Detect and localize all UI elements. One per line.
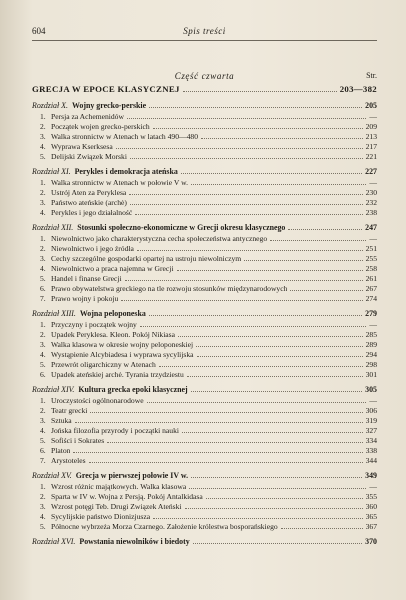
toc-item-page: 338	[365, 446, 377, 455]
toc-item-page: 232	[365, 198, 377, 207]
toc-item-number: 2.	[40, 492, 46, 501]
leader-dots	[140, 326, 367, 327]
leader-dots	[147, 402, 367, 403]
chapter-heading	[32, 470, 188, 482]
toc-item-text	[40, 122, 150, 132]
toc-item-number: 5.	[40, 152, 46, 161]
toc-item	[32, 396, 377, 406]
toc-item-text	[40, 264, 174, 274]
chapter-entry	[32, 100, 377, 112]
table-of-contents	[32, 83, 377, 548]
chapter-page: 305	[365, 385, 377, 394]
toc-item-title: Wystąpienie Alcybiadesa i wyprawa sycylijska	[51, 350, 194, 359]
toc-item-page: 274	[365, 294, 377, 303]
toc-item	[32, 350, 377, 360]
leader-dots	[121, 300, 362, 301]
toc-item	[32, 142, 377, 152]
toc-item	[32, 320, 377, 330]
toc-item-number: 4.	[40, 512, 46, 521]
toc-item-title: Początek wojen grecko-perskich	[51, 122, 150, 131]
chapter-label: Rozdział XIV.	[32, 385, 75, 394]
toc-item-text	[40, 208, 132, 218]
chapter-title: Wojny grecko-perskie	[71, 101, 147, 110]
toc-item-page: 334	[365, 436, 377, 445]
running-title: Spis treści	[183, 26, 226, 36]
chapter-page: 205	[365, 101, 377, 110]
toc-item-page: —	[369, 320, 377, 329]
toc-item	[32, 446, 377, 456]
leader-dots	[116, 148, 363, 149]
chapter-label: Rozdział XVI.	[32, 537, 76, 546]
toc-item	[32, 330, 377, 340]
toc-item-page: 365	[365, 512, 377, 521]
toc-item-page: 255	[365, 254, 377, 263]
leader-dots	[244, 260, 362, 261]
toc-item	[32, 122, 377, 132]
toc-item	[32, 522, 377, 532]
chapter-page: 227	[365, 167, 377, 176]
leader-dots	[201, 138, 363, 139]
leader-dots	[183, 91, 337, 92]
toc-item-number: 3.	[40, 340, 46, 349]
toc-item-title: Prawo obywatelstwa greckiego na tle rozwoju stosunków międzynarodowych	[51, 284, 288, 293]
toc-item-page: —	[369, 482, 377, 491]
chapter-entry	[32, 308, 377, 320]
toc-item-text	[40, 502, 182, 512]
toc-item	[32, 436, 377, 446]
main-section-title: GRECJA W EPOCE KLASYCZNEJ	[32, 84, 180, 94]
leader-dots	[153, 518, 362, 519]
toc-item-text	[40, 254, 241, 264]
toc-item-page: 355	[365, 492, 377, 501]
toc-item-number: 5.	[40, 274, 46, 283]
toc-item-number: 4.	[40, 142, 46, 151]
toc-item-number: 5.	[40, 522, 46, 531]
toc-item-number: 4.	[40, 264, 46, 273]
toc-item-title: Sztuka	[51, 416, 72, 425]
toc-item	[32, 284, 377, 294]
toc-item-number: 1.	[40, 396, 46, 405]
toc-item-page: 267	[365, 284, 377, 293]
toc-item-title: Ustrój Aten za Peryklesa	[51, 188, 127, 197]
leader-dots	[281, 528, 363, 529]
toc-item	[32, 426, 377, 436]
toc-item-page: —	[369, 112, 377, 121]
toc-item-text	[40, 482, 186, 492]
toc-item-page: 306	[365, 406, 377, 415]
leader-dots	[290, 290, 362, 291]
toc-item-page: 298	[365, 360, 377, 369]
chapter-label: Rozdział XV.	[32, 471, 72, 480]
toc-item-number: 3.	[40, 132, 46, 141]
toc-item-text	[40, 142, 113, 152]
toc-item-text	[40, 132, 198, 142]
toc-item-text	[40, 284, 287, 294]
leader-dots	[193, 543, 362, 544]
toc-item-text	[40, 512, 150, 522]
toc-item-page: 344	[365, 456, 377, 465]
toc-item-title: Platon	[51, 446, 71, 455]
toc-item-text	[40, 446, 70, 456]
toc-item-number: 2.	[40, 244, 46, 253]
toc-item-text	[40, 456, 86, 466]
toc-item-page: —	[369, 234, 377, 243]
toc-item-page: 301	[365, 370, 377, 379]
toc-item-page: 230	[365, 188, 377, 197]
toc-item-title: Walka klasowa w okresie wojny peloponeskiej	[51, 340, 194, 349]
leader-dots	[197, 356, 363, 357]
toc-item-number: 3.	[40, 502, 46, 511]
toc-item	[32, 234, 377, 244]
leader-dots	[159, 366, 363, 367]
toc-item-title: Niewolnictwo jako charakterystyczna cecha społeczeństwa antycznego	[51, 234, 268, 243]
leader-dots	[149, 315, 362, 316]
chapter-page: 279	[365, 309, 377, 318]
toc-item-number: 2.	[40, 406, 46, 415]
toc-item	[32, 456, 377, 466]
toc-item-number: 1.	[40, 178, 46, 187]
main-section-pages: 203—382	[339, 84, 377, 94]
leader-dots	[177, 270, 363, 271]
toc-item	[32, 244, 377, 254]
toc-item-text	[40, 360, 156, 370]
toc-item-text	[40, 274, 122, 284]
leader-dots	[270, 240, 366, 241]
toc-item-text	[40, 350, 194, 360]
toc-item-number: 2.	[40, 330, 46, 339]
toc-item	[32, 274, 377, 284]
toc-item	[32, 178, 377, 188]
leader-dots	[135, 214, 362, 215]
chapter-heading	[32, 536, 190, 548]
toc-item-number: 1.	[40, 320, 46, 329]
chapter-page: 370	[365, 537, 377, 546]
toc-item-title: Arystoteles	[51, 456, 86, 465]
toc-item-text	[40, 244, 134, 254]
toc-item-title: Cechy szczególne gospodarki opartej na ustroju niewolniczym	[51, 254, 242, 263]
toc-item-text	[40, 234, 267, 244]
toc-item-text	[40, 426, 179, 436]
toc-item	[32, 188, 377, 198]
leader-dots	[191, 477, 362, 478]
toc-item-number: 4.	[40, 426, 46, 435]
toc-item-number: 1.	[40, 482, 46, 491]
toc-item-number: 4.	[40, 208, 46, 217]
toc-item-text	[40, 436, 104, 446]
toc-item-number: 6.	[40, 284, 46, 293]
toc-item-title: Wzrost różnic majątkowych. Walka klasowa	[51, 482, 187, 491]
toc-item	[32, 254, 377, 264]
toc-item	[32, 492, 377, 502]
part-title: Część czwarta	[174, 71, 235, 81]
main-section-entry	[32, 83, 377, 96]
toc-item-text	[40, 406, 87, 416]
toc-item-title: Wzrost potęgi Teb. Drugi Związek Ateński	[51, 502, 182, 511]
leader-dots	[73, 452, 362, 453]
toc-item-page: —	[369, 396, 377, 405]
toc-item-text	[40, 112, 124, 122]
toc-item-title: Walka stronnictw w Atenach w połowie V w.	[51, 178, 188, 187]
toc-item-title: Prawo wojny i pokoju	[51, 294, 119, 303]
toc-item-title: Państwo ateńskie (archė)	[51, 198, 127, 207]
toc-item-page: 327	[365, 426, 377, 435]
leader-dots	[137, 250, 363, 251]
toc-item-number: 1.	[40, 112, 46, 121]
toc-item-text	[40, 152, 127, 162]
toc-item-number: 3.	[40, 198, 46, 207]
chapter-page: 247	[365, 223, 377, 232]
leader-dots	[75, 422, 363, 423]
toc-item	[32, 208, 377, 218]
leader-dots	[288, 229, 362, 230]
toc-item-number: 5.	[40, 360, 46, 369]
toc-item-number: 6.	[40, 370, 46, 379]
leader-dots	[149, 107, 362, 108]
toc-item	[32, 340, 377, 350]
toc-item-page: 213	[365, 132, 377, 141]
toc-item-text	[40, 492, 203, 502]
toc-item-number: 6.	[40, 446, 46, 455]
toc-item-text	[40, 370, 184, 380]
leader-dots	[90, 412, 362, 413]
chapter-heading	[32, 222, 285, 234]
toc-item-text	[40, 340, 193, 350]
leader-dots	[130, 158, 363, 159]
toc-item-title: Delijski Związek Morski	[51, 152, 127, 161]
toc-item-text	[40, 416, 72, 426]
toc-item-page: 221	[365, 152, 377, 161]
chapter-heading	[32, 308, 146, 320]
toc-item	[32, 512, 377, 522]
toc-item-page: 217	[365, 142, 377, 151]
toc-item-text	[40, 294, 118, 304]
toc-item-title: Walka stronnictw w Atenach w latach 490—480	[51, 132, 199, 141]
leader-dots	[187, 376, 363, 377]
toc-item-title: Północne wybrzeża Morza Czarnego. Założenie królestwa bosporańskiego	[51, 522, 278, 531]
toc-item-page: 360	[365, 502, 377, 511]
leader-dots	[178, 336, 363, 337]
toc-item	[32, 482, 377, 492]
toc-item-page: 261	[365, 274, 377, 283]
toc-item-title: Jońska filozofia przyrody i początki nauki	[51, 426, 179, 435]
toc-item-page: 251	[365, 244, 377, 253]
chapter-title: Kultura grecka epoki klasycznej	[78, 385, 188, 394]
toc-item-title: Przewrót oligarchiczny w Atenach	[51, 360, 156, 369]
toc-item-page: 367	[365, 522, 377, 531]
toc-item-page: 258	[365, 264, 377, 273]
page-column-label: Str.	[366, 71, 377, 80]
toc-item	[32, 502, 377, 512]
chapter-title: Grecja w pierwszej połowie IV w.	[75, 471, 189, 480]
toc-item	[32, 416, 377, 426]
toc-item	[32, 112, 377, 122]
toc-item-number: 1.	[40, 234, 46, 243]
header-rule	[32, 40, 377, 41]
leader-dots	[182, 432, 363, 433]
toc-item-text	[40, 396, 144, 406]
chapter-title: Powstania niewolników i biedoty	[79, 537, 190, 546]
chapter-heading	[32, 166, 178, 178]
chapter-label: Rozdział X.	[32, 101, 68, 110]
toc-item-page: 319	[365, 416, 377, 425]
toc-item-title: Teatr grecki	[51, 406, 88, 415]
toc-item-text	[40, 178, 188, 188]
leader-dots	[206, 498, 363, 499]
toc-item-number: 3.	[40, 254, 46, 263]
toc-item-page: 294	[365, 350, 377, 359]
toc-item	[32, 152, 377, 162]
toc-item-title: Persja za Achemenidów	[51, 112, 124, 121]
chapter-entry	[32, 470, 377, 482]
leader-dots	[89, 462, 363, 463]
leader-dots	[189, 488, 366, 489]
toc-item-page: 209	[365, 122, 377, 131]
toc-item-title: Przyczyny i początek wojny	[51, 320, 137, 329]
toc-item-number: 2.	[40, 188, 46, 197]
toc-item	[32, 406, 377, 416]
toc-item	[32, 198, 377, 208]
chapter-label: Rozdział XII.	[32, 223, 74, 232]
chapter-label: Rozdział XIII.	[32, 309, 76, 318]
toc-item-text	[40, 188, 126, 198]
toc-item-number: 3.	[40, 416, 46, 425]
toc-item-number: 7.	[40, 456, 46, 465]
toc-item-text	[40, 198, 127, 208]
toc-item-title: Upadek ateńskiej archė. Tyrania trzydziestu	[51, 370, 184, 379]
leader-dots	[191, 391, 363, 392]
leader-dots	[107, 442, 362, 443]
chapter-entry	[32, 384, 377, 396]
toc-item-number: 2.	[40, 122, 46, 131]
toc-item-number: 4.	[40, 350, 46, 359]
chapter-label: Rozdział XI.	[32, 167, 71, 176]
toc-item	[32, 370, 377, 380]
leader-dots	[127, 118, 366, 119]
chapter-heading	[32, 100, 146, 112]
chapter-entry	[32, 166, 377, 178]
toc-item-page: 289	[365, 340, 377, 349]
toc-item-number: 5.	[40, 436, 46, 445]
leader-dots	[191, 184, 366, 185]
toc-item	[32, 294, 377, 304]
toc-item-title: Sycylijskie państwo Dionizjusza	[51, 512, 151, 521]
chapter-list	[32, 100, 377, 548]
toc-item-title: Handel i finanse Grecji	[51, 274, 122, 283]
toc-item-page: 238	[365, 208, 377, 217]
chapter-title: Perykles i demokracja ateńska	[74, 167, 178, 176]
toc-item-title: Sparta w IV w. Wojna z Persją. Pokój Antalkidasa	[51, 492, 203, 501]
toc-item-title: Wyprawa Kserksesa	[51, 142, 113, 151]
leader-dots	[129, 194, 362, 195]
toc-item-number: 7.	[40, 294, 46, 303]
leader-dots	[130, 204, 363, 205]
toc-item	[32, 264, 377, 274]
chapter-title: Wojna peloponeska	[79, 309, 146, 318]
toc-item-text	[40, 320, 137, 330]
toc-item-text	[40, 330, 175, 340]
chapter-page: 349	[365, 471, 377, 480]
toc-item	[32, 360, 377, 370]
leader-dots	[181, 173, 362, 174]
leader-dots	[153, 128, 363, 129]
toc-item-title: Uroczystości ogólnonarodowe	[51, 396, 144, 405]
leader-dots	[196, 346, 362, 347]
leader-dots	[185, 508, 363, 509]
toc-item-title: Niewolnictwo a praca najemna w Grecji	[51, 264, 174, 273]
chapter-heading	[32, 384, 188, 396]
chapter-entry	[32, 536, 377, 548]
leader-dots	[125, 280, 363, 281]
chapter-title: Stosunki społeczno-ekonomiczne w Grecji okresu klasycznego	[77, 223, 286, 232]
page-number: 604	[32, 26, 46, 36]
toc-item	[32, 132, 377, 142]
toc-item-page: —	[369, 178, 377, 187]
toc-item-title: Perykles i jego działalność	[51, 208, 133, 217]
chapter-entry	[32, 222, 377, 234]
toc-item-text	[40, 522, 278, 532]
toc-item-title: Sofiści i Sokrates	[51, 436, 105, 445]
toc-item-title: Niewolnictwo i jego źródła	[51, 244, 134, 253]
toc-item-title: Upadek Peryklesa. Kleon. Pokój Nikiasa	[51, 330, 176, 339]
toc-item-page: 285	[365, 330, 377, 339]
